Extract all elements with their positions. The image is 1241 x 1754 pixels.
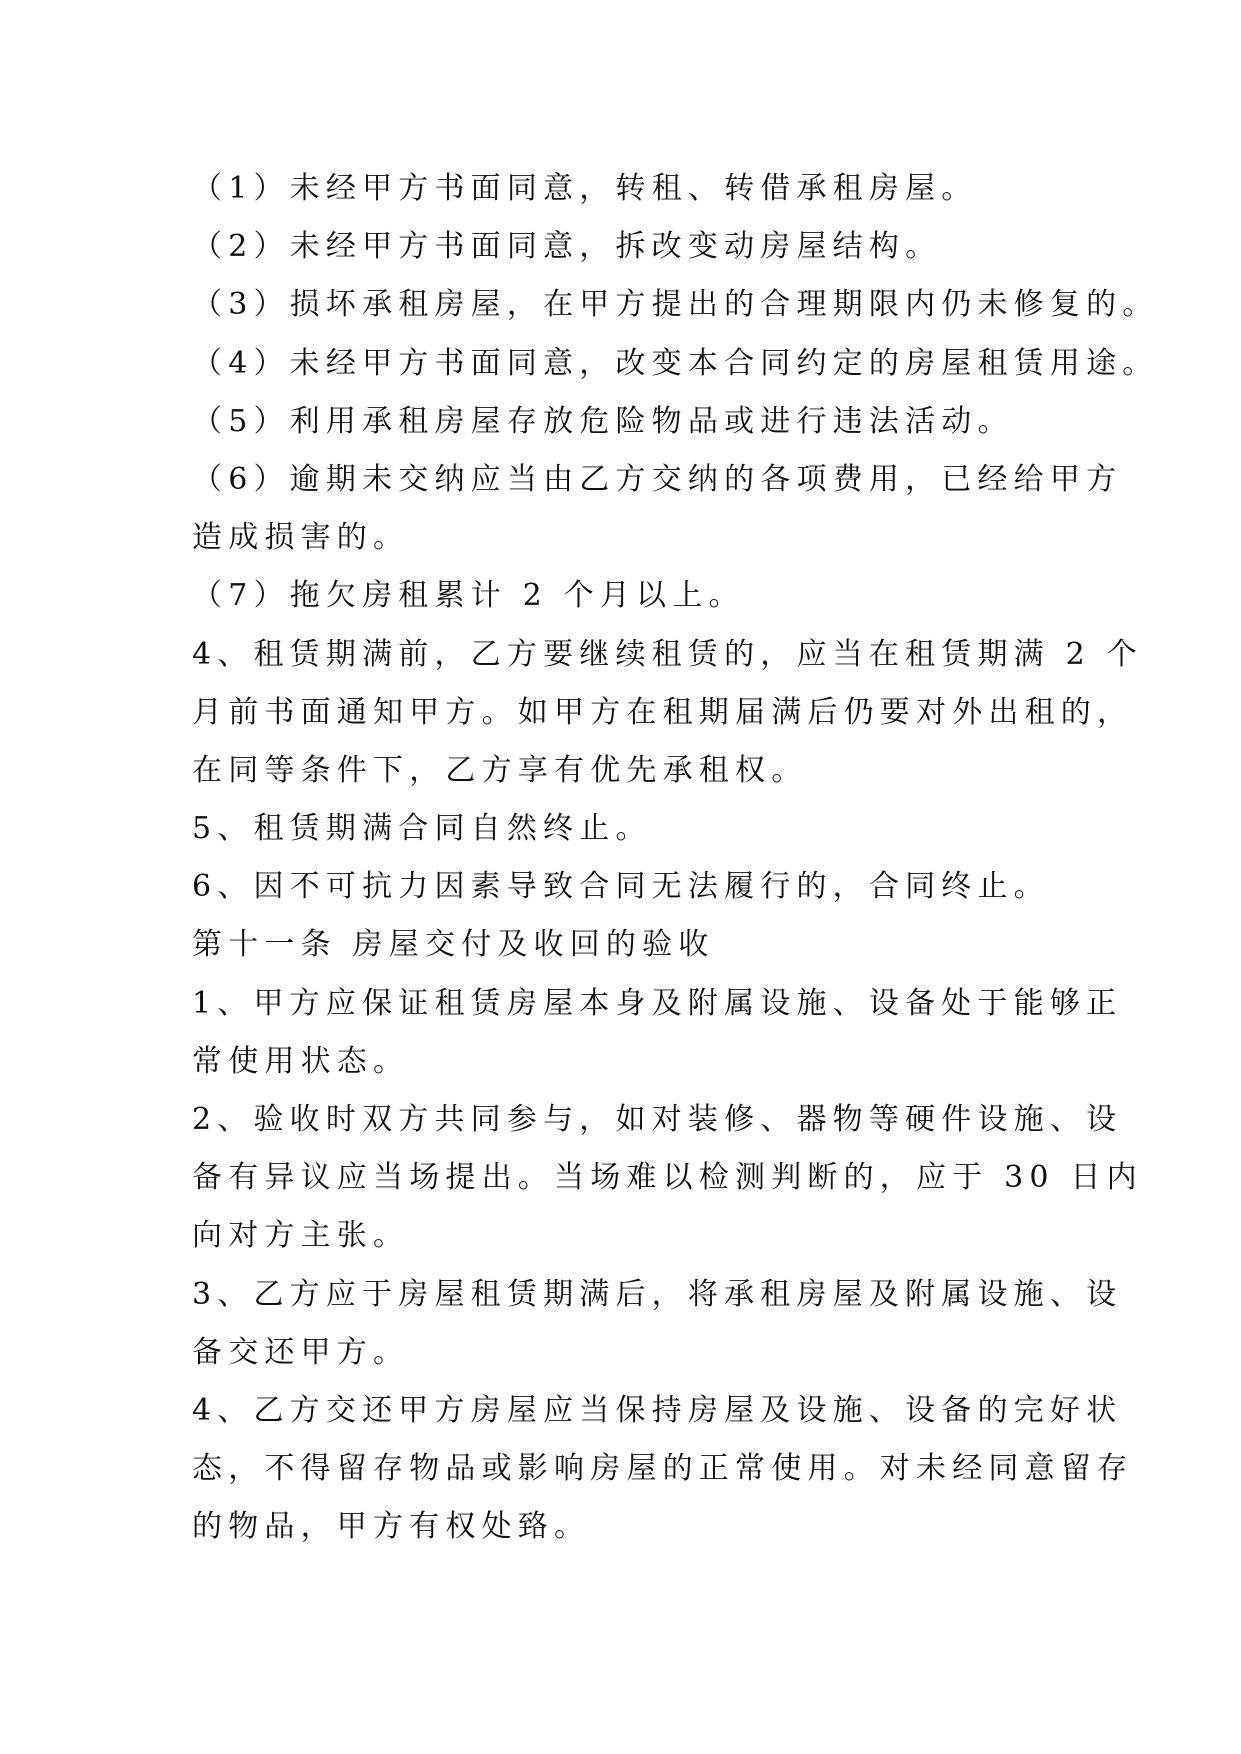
paragraph-4-cont-2: 在同等条件下，乙方享有优先承租权。: [192, 752, 808, 788]
article-para-4-cont-1: 态，不得留存物品或影响房屋的正常使用。对未经同意留存: [192, 1451, 1134, 1487]
paragraph-6: 6、因不可抗力因素导致合同无法履行的，合同终止。: [192, 869, 1050, 905]
document-body: [192, 160, 1159, 1557]
article-para-3: 3、乙方应于房屋租赁期满后，将承租房屋及附属设施、设: [192, 1276, 1123, 1312]
clause-item-6: （6）逾期未交纳应当由乙方交纳的各项费用，已经给甲方: [192, 461, 1123, 497]
article-para-4-cont-2: 的物品，甲方有权处臵。: [192, 1509, 591, 1545]
clause-item-1: （1）未经甲方书面同意，转租、转借承租房屋。: [192, 171, 978, 206]
paragraph-5: 5、租赁期满合同自然终止。: [192, 811, 652, 847]
article-para-4: 4、乙方交还甲方房屋应当保持房屋及设施、设备的完好状: [192, 1392, 1123, 1428]
article-para-1: 1、甲方应保证租赁房屋本身及附属设施、设备处于能够正: [192, 985, 1123, 1021]
article-para-3-cont: 备交还甲方。: [192, 1334, 410, 1370]
clause-item-7: （7）拖欠房租累计 2 个月以上。: [192, 578, 745, 614]
clause-item-4: （4）未经甲方书面同意，改变本合同约定的房屋租赁用途。: [192, 345, 1159, 381]
article-para-2-cont-2: 向对方主张。: [192, 1218, 410, 1254]
article-para-2: 2、验收时双方共同参与，如对装修、器物等硬件设施、设: [192, 1102, 1123, 1137]
clause-item-3: （3）损坏承租房屋，在甲方提出的合理期限内仍未修复的。: [192, 287, 1159, 323]
paragraph-4-cont-1: 月前书面通知甲方。如甲方在租期届满后仍要对外出租的，: [192, 694, 1134, 730]
article-heading: 第十一条 房屋交付及收回的验收: [192, 927, 715, 963]
clause-item-5: （5）利用承租房屋存放危险物品或进行违法活动。: [192, 403, 1014, 439]
clause-item-2: （2）未经甲方书面同意，拆改变动房屋结构。: [192, 229, 942, 265]
paragraph-4: 4、租赁期满前，乙方要继续租赁的，应当在租赁期满 2 个: [192, 636, 1143, 672]
clause-item-6-cont: 造成损害的。: [192, 520, 410, 556]
article-para-2-cont-1: 备有异议应当场提出。当场难以检测判断的，应于 30 日内: [192, 1160, 1143, 1196]
article-para-1-cont: 常使用状态。: [192, 1043, 410, 1079]
